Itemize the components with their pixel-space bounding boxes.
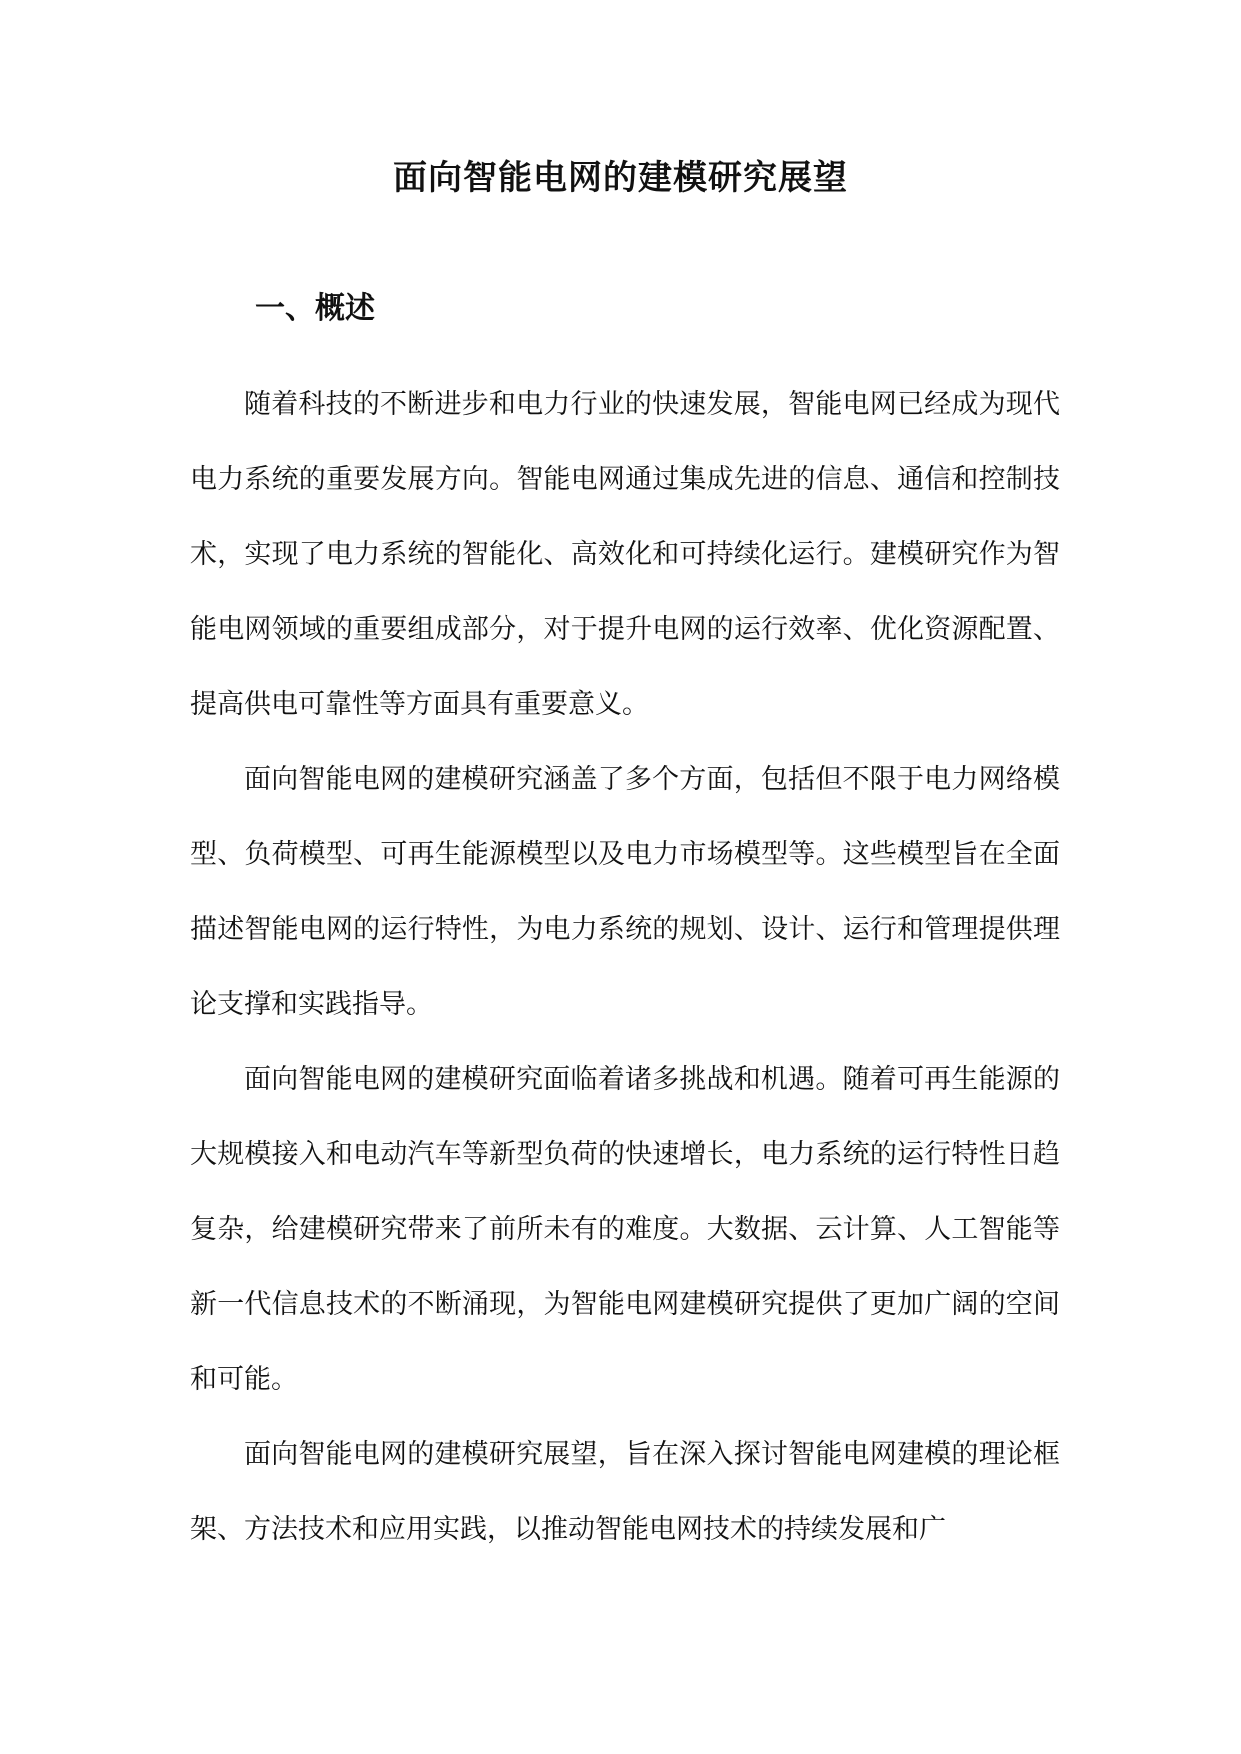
paragraph: 面向智能电网的建模研究涵盖了多个方面，包括但不限于电力网络模型、负荷模型、可再生能源模型以及电力市场模型等。这些模型旨在全面描述智能电网的运行特性，为电力系统的规划、设计、运行和管理提供理论支撑和实践指导。	[190, 764, 1060, 1020]
body-text	[190, 367, 1060, 1567]
document-title: 面向智能电网的建模研究展望	[393, 158, 848, 198]
section-heading: 一、概述	[255, 291, 375, 326]
paragraph: 面向智能电网的建模研究展望，旨在深入探讨智能电网建模的理论框架、方法技术和应用实践，以推动智能电网技术的持续发展和广	[190, 1439, 1060, 1545]
paragraph: 面向智能电网的建模研究面临着诸多挑战和机遇。随着可再生能源的大规模接入和电动汽车等新型负荷的快速增长，电力系统的运行特性日趋复杂，给建模研究带来了前所未有的难度。大数据、云计算、人工智能等新一代信息技术的不断涌现，为智能电网建模研究提供了更加广阔的空间和可能。	[190, 1064, 1060, 1395]
paragraph: 随着科技的不断进步和电力行业的快速发展，智能电网已经成为现代电力系统的重要发展方向。智能电网通过集成先进的信息、通信和控制技术，实现了电力系统的智能化、高效化和可持续化运行。建模研究作为智能电网领域的重要组成部分，对于提升电网的运行效率、优化资源配置、提高供电可靠性等方面具有重要意义。	[190, 389, 1060, 720]
